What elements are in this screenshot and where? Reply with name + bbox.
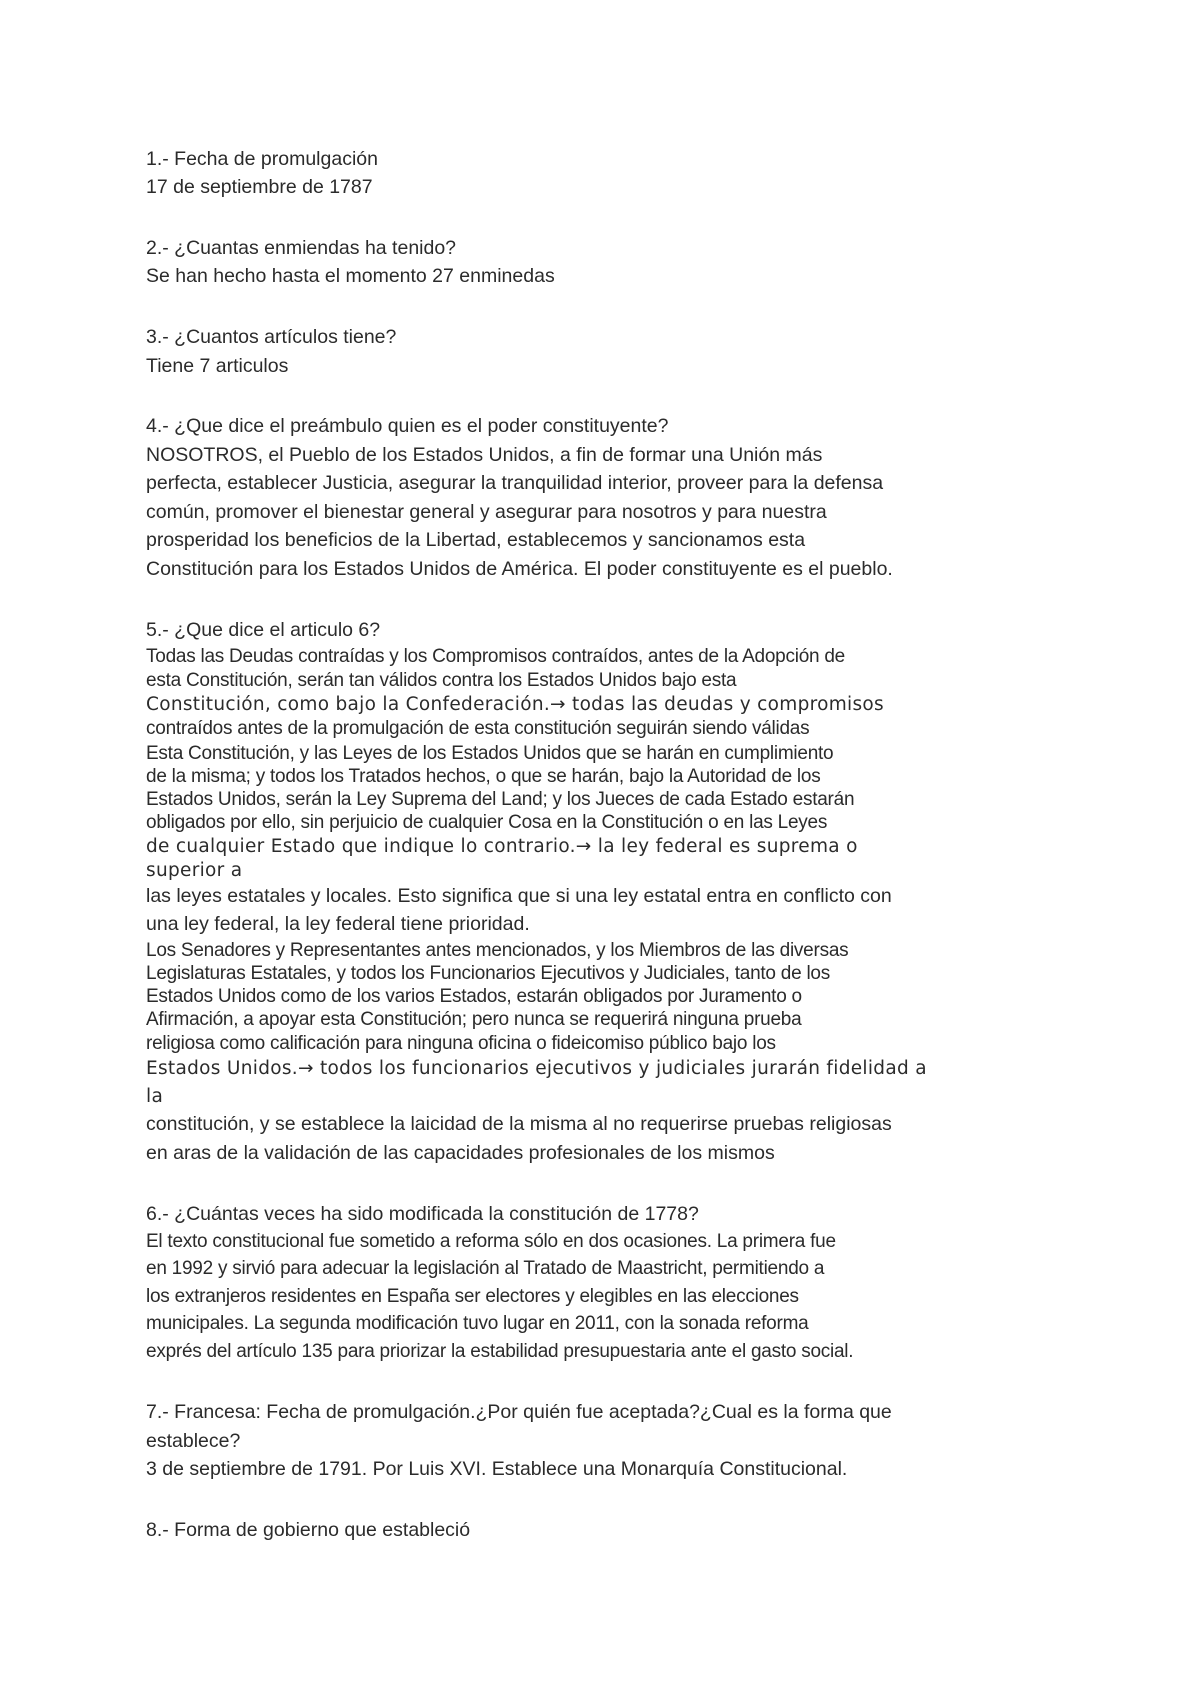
answer-5-line: Estados Unidos como de los varios Estados, estarán obligados por Juramento o bbox=[146, 986, 802, 1007]
answer-3-line: Tiene 7 articulos bbox=[146, 355, 289, 377]
answer-5-line: esta Constitución, serán tan válidos contra los Estados Unidos bajo esta bbox=[146, 670, 737, 691]
answer-5-line: Esta Constitución, y las Leyes de los Estados Unidos que se harán en cumplimiento bbox=[146, 743, 834, 764]
answer-5-line: Legislaturas Estatales, y todos los Funcionarios Ejecutivos y Judiciales, tanto de los bbox=[146, 963, 830, 984]
answer-4-line: NOSOTROS, el Pueblo de los Estados Unidos, a fin de formar una Unión más bbox=[146, 444, 823, 466]
answer-5-line: Todas las Deudas contraídas y los Compromisos contraídos, antes de la Adopción de bbox=[146, 646, 845, 667]
question-4: 4.- ¿Que dice el preámbulo quien es el poder constituyente? bbox=[146, 415, 669, 437]
question-8: 8.- Forma de gobierno que estableció bbox=[146, 1519, 471, 1541]
question-7: establece? bbox=[146, 1430, 241, 1452]
answer-5-line: obligados por ello, sin perjuicio de cualquier Cosa en la Constitución o en las Leyes bbox=[146, 812, 828, 833]
answer-7-line: 3 de septiembre de 1791. Por Luis XVI. Establece una Monarquía Constitucional. bbox=[146, 1458, 848, 1480]
answer-6-line: municipales. La segunda modificación tuvo lugar en 2011, con la sonada reforma bbox=[146, 1313, 809, 1334]
answer-6-line: exprés del artículo 135 para priorizar la estabilidad presupuestaria ante el gasto social. bbox=[146, 1341, 854, 1362]
question-3: 3.- ¿Cuantos artículos tiene? bbox=[146, 326, 397, 348]
answer-6-line: los extranjeros residentes en España ser electores y elegibles en las elecciones bbox=[146, 1286, 799, 1307]
answer-1-line: 17 de septiembre de 1787 bbox=[146, 176, 373, 198]
answer-6-line: en 1992 y sirvió para adecuar la legislación al Tratado de Maastricht, permitiendo a bbox=[146, 1258, 825, 1279]
answer-5-line: de cualquier Estado que indique lo contrario.→ la ley federal es suprema o bbox=[146, 836, 858, 857]
question-7: 7.- Francesa: Fecha de promulgación.¿Por quién fue aceptada?¿Cual es la forma que bbox=[146, 1401, 892, 1423]
answer-6-line: El texto constitucional fue sometido a reforma sólo en dos ocasiones. La primera fue bbox=[146, 1231, 836, 1252]
answer-5-line: una ley federal, la ley federal tiene prioridad. bbox=[146, 913, 530, 935]
answer-5-line: religiosa como calificación para ninguna oficina o fideicomiso público bajo los bbox=[146, 1033, 776, 1054]
answer-4-line: prosperidad los beneficios de la Libertad, establecemos y sancionamos esta bbox=[146, 529, 806, 551]
answer-5-line: Estados Unidos, serán la Ley Suprema del Land; y los Jueces de cada Estado estarán bbox=[146, 789, 855, 810]
answer-5-line: Constitución, como bajo la Confederación.→ todas las deudas y compromisos bbox=[146, 694, 884, 715]
answer-4-line: perfecta, establecer Justicia, asegurar la tranquilidad interior, proveer para la defensa bbox=[146, 472, 884, 494]
answer-5-line: superior a bbox=[146, 860, 243, 881]
answer-5-line: Afirmación, a apoyar esta Constitución; pero nunca se requerirá ninguna prueba bbox=[146, 1009, 802, 1030]
answer-5-line: la bbox=[146, 1086, 164, 1107]
answer-5-line: de la misma; y todos los Tratados hechos, o que se harán, bajo la Autoridad de los bbox=[146, 766, 821, 787]
question-5: 5.- ¿Que dice el articulo 6? bbox=[146, 619, 381, 641]
answer-5-line: en aras de la validación de las capacidades profesionales de los mismos bbox=[146, 1142, 775, 1164]
answer-5-line: constitución, y se establece la laicidad de la misma al no requerirse pruebas religiosas bbox=[146, 1113, 892, 1135]
answer-4-line: común, promover el bienestar general y asegurar para nosotros y para nuestra bbox=[146, 501, 827, 523]
question-6: 6.- ¿Cuántas veces ha sido modificada la constitución de 1778? bbox=[146, 1203, 699, 1225]
answer-5-line: las leyes estatales y locales. Esto significa que si una ley estatal entra en conflicto con bbox=[146, 885, 892, 907]
question-2: 2.- ¿Cuantas enmiendas ha tenido? bbox=[146, 237, 457, 259]
answer-5-line: Estados Unidos.→ todos los funcionarios ejecutivos y judiciales jurarán fidelidad a bbox=[146, 1058, 927, 1079]
answer-5-line: Los Senadores y Representantes antes mencionados, y los Miembros de las diversas bbox=[146, 940, 849, 961]
answer-4-line: Constitución para los Estados Unidos de América. El poder constituyente es el pueblo. bbox=[146, 558, 893, 580]
answer-2-line: Se han hecho hasta el momento 27 enminedas bbox=[146, 265, 555, 287]
question-1: 1.- Fecha de promulgación bbox=[146, 148, 378, 170]
answer-5-line: contraídos antes de la promulgación de esta constitución seguirán siendo válidas bbox=[146, 718, 810, 739]
